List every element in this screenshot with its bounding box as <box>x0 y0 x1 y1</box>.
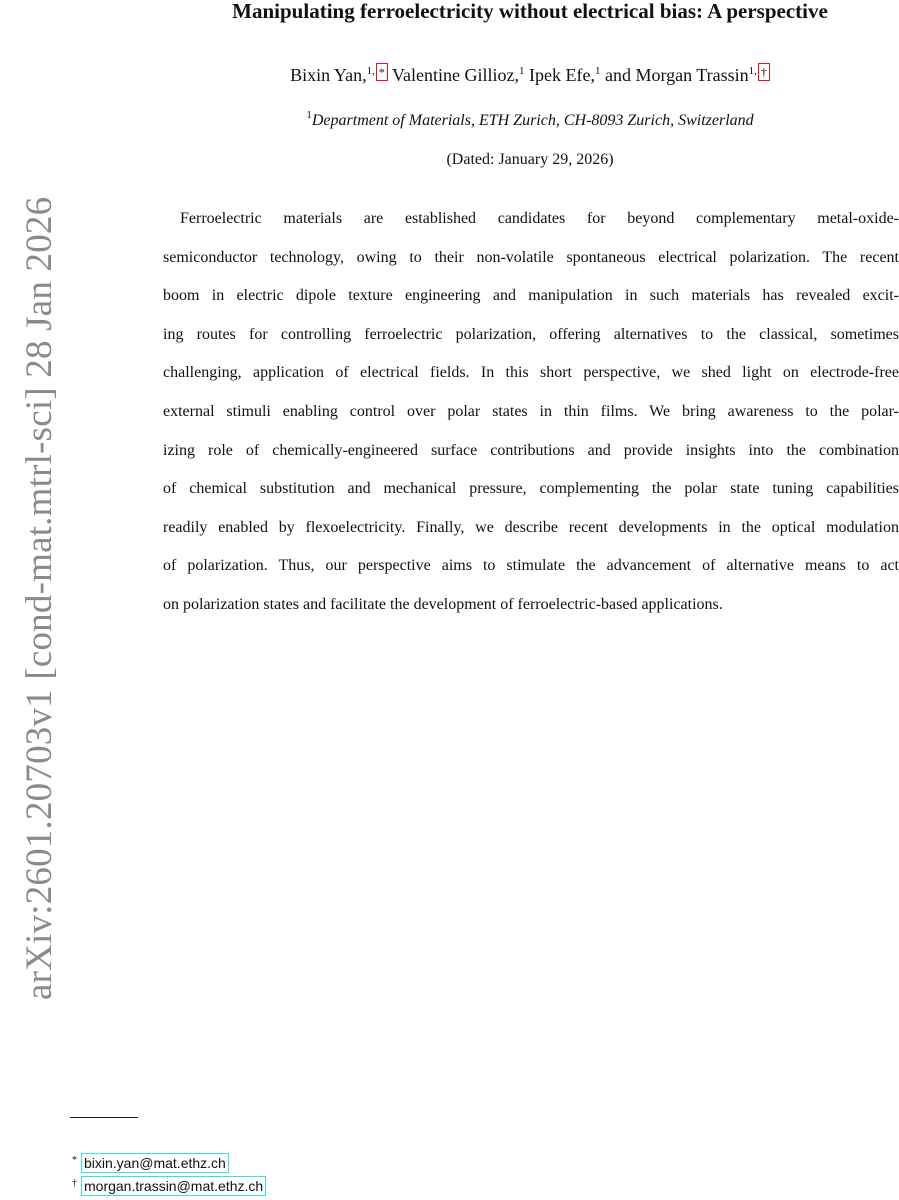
author-affiliation-marker: 1 <box>519 65 525 77</box>
abstract <box>163 200 899 625</box>
affiliation-text: Department of Materials, ETH Zurich, CH-8093 Zurich, Switzerland <box>311 112 754 129</box>
footnote-link[interactable]: * <box>376 63 388 81</box>
footnote-mark: * <box>72 1155 77 1166</box>
abstract-line: challenging, application of electrical fields. In this short perspective, we shed light on electrode-free <box>163 364 899 382</box>
footnote-divider <box>70 1117 138 1118</box>
email-link[interactable]: morgan.trassin@mat.ethz.ch <box>81 1176 266 1196</box>
author-name: Ipek Efe, <box>529 65 595 85</box>
author-list <box>160 62 899 88</box>
author-name: Valentine Gillioz, <box>392 65 520 85</box>
affiliation-number: 1 <box>306 109 312 121</box>
footnote-link[interactable]: † <box>758 63 770 81</box>
author-affiliation-marker: 1, <box>748 65 757 77</box>
abstract-line: ing routes for controlling ferroelectric polarization, offering alternatives to the classical, sometimes <box>163 325 899 343</box>
footnote <box>72 1174 266 1198</box>
author-affiliation-marker: 1 <box>594 65 601 77</box>
abstract-line: on polarization states and facilitate the development of ferroelectric-based applications. <box>163 595 723 613</box>
abstract-line: readily enabled by flexoelectricity. Finally, we describe recent developments in the optical modulation <box>163 518 899 536</box>
email-link[interactable]: bixin.yan@mat.ethz.ch <box>81 1153 229 1173</box>
abstract-line: boom in electric dipole texture engineering and manipulation in such materials has revealed excit- <box>163 287 899 305</box>
abstract-line: Ferroelectric materials are established candidates for beyond complementary metal-oxide- <box>180 210 899 227</box>
abstract-line: of polarization. Thus, our perspective aims to stimulate the advancement of alternative means to act <box>163 557 899 575</box>
footnote-mark: † <box>72 1178 77 1189</box>
affiliation <box>160 109 899 133</box>
arxiv-sidebar-id: arXiv:2601.20703v1 [cond-mat.mtrl-sci] 28 Jan 2026 <box>19 196 60 1000</box>
author-name: Bixin Yan, <box>290 65 367 85</box>
abstract-line: of chemical substitution and mechanical pressure, complementing the polar state tuning capabilities <box>163 480 899 498</box>
abstract-line: izing role of chemically-engineered surface contributions and provide insights into the combination <box>163 441 899 459</box>
abstract-line: semiconductor technology, owing to their non-volatile spontaneous electrical polarization. The recent <box>163 248 899 266</box>
author-affiliation-marker: 1, <box>366 65 375 77</box>
abstract-line: external stimuli enabling control over polar states in thin films. We bring awareness to the polar- <box>163 402 899 420</box>
author-name: and Morgan Trassin <box>604 65 749 85</box>
date-line: (Dated: January 29, 2026) <box>446 151 614 168</box>
paper-title: Manipulating ferroelectricity without electrical bias: A perspective <box>232 0 828 23</box>
footnote <box>72 1151 229 1175</box>
